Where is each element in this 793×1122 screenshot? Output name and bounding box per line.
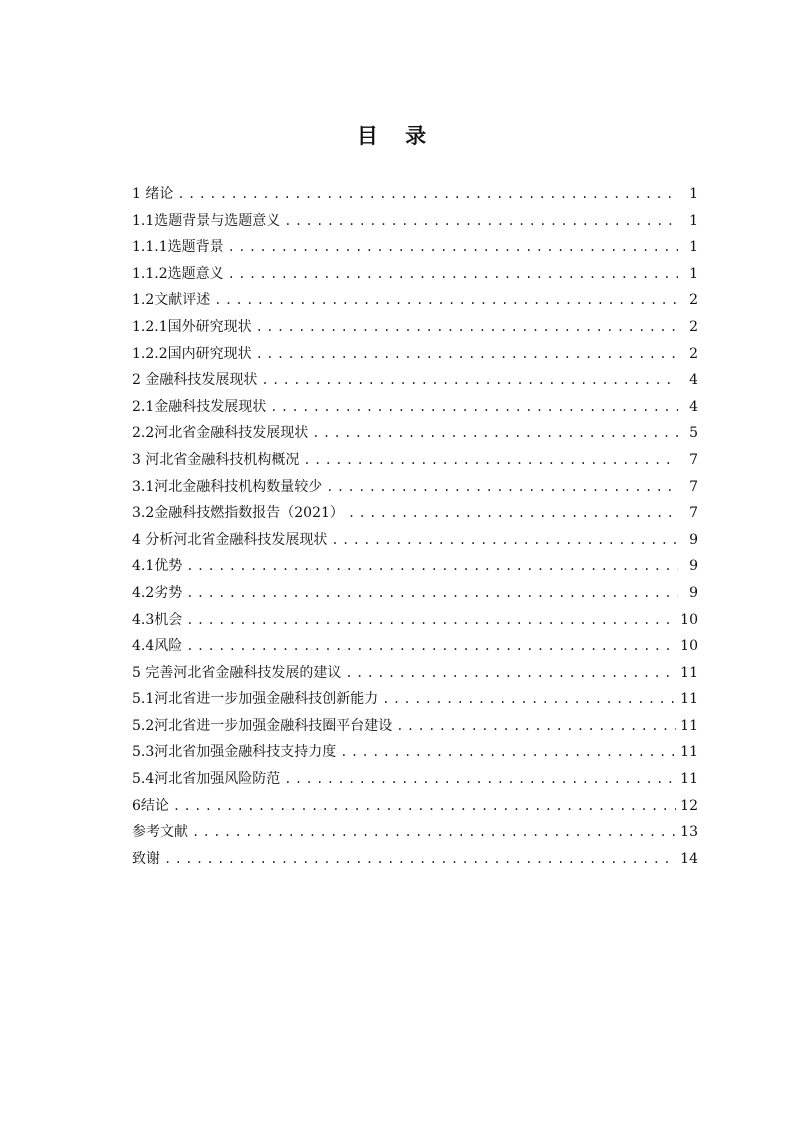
toc-entry-label: 4.4风险 — [132, 638, 183, 655]
toc-entry-label: 4.1优势 — [132, 558, 183, 575]
toc-entry-label: 4 分析河北省金融科技发展现状 — [132, 531, 328, 548]
toc-entry[interactable] — [132, 367, 698, 394]
toc-page-number: 11 — [680, 664, 698, 681]
toc-entry-label: 2 金融科技发展现状 — [132, 372, 258, 389]
toc-entry[interactable] — [132, 846, 698, 873]
toc-entry[interactable] — [132, 660, 698, 687]
toc-leader-dots — [186, 633, 676, 660]
toc-page-number: 12 — [680, 797, 698, 814]
toc-entry-label: 5.1河北省进一步加强金融科技创新能力 — [132, 691, 379, 708]
toc-entry[interactable] — [132, 181, 698, 208]
toc-entry[interactable] — [132, 314, 698, 341]
toc-page-number: 2 — [689, 292, 698, 309]
toc-page-number: 11 — [680, 691, 698, 708]
toc-entry-label: 4.3机会 — [132, 611, 183, 628]
toc-entry[interactable] — [132, 420, 698, 447]
toc-leader-dots — [173, 793, 676, 820]
toc-leader-dots — [382, 686, 676, 713]
toc-leader-dots — [270, 394, 678, 421]
toc-entry[interactable] — [132, 287, 698, 314]
toc-entry-label: 5.2河北省进一步加强金融科技圈平台建设 — [132, 717, 393, 734]
toc-leader-dots — [303, 447, 678, 474]
toc-leader-dots — [326, 474, 678, 501]
toc-entry[interactable] — [132, 261, 698, 288]
toc-entry-label: 2.1金融科技发展现状 — [132, 398, 267, 415]
toc-page-number: 11 — [680, 771, 698, 788]
toc-leader-dots — [164, 846, 676, 873]
toc-leader-dots — [214, 287, 678, 314]
toc-entry-label: 1.2.2国内研究现状 — [132, 345, 252, 362]
toc-page-number: 1 — [689, 212, 698, 229]
toc-page-number: 11 — [680, 717, 698, 734]
toc-leader-dots — [284, 208, 678, 235]
toc-entry[interactable] — [132, 766, 698, 793]
toc-leader-dots — [312, 420, 678, 447]
toc-entry-label: 3.2金融科技燃指数报告（2021） — [132, 505, 344, 522]
toc-page-number: 14 — [680, 850, 698, 867]
toc-leader-dots — [261, 367, 678, 394]
toc-entry[interactable] — [132, 500, 698, 527]
toc-entry[interactable] — [132, 474, 698, 501]
toc-entry[interactable] — [132, 713, 698, 740]
toc-entry[interactable] — [132, 527, 698, 554]
toc-entry[interactable] — [132, 208, 698, 235]
toc-leader-dots — [186, 580, 678, 607]
toc-page-number: 9 — [689, 531, 698, 548]
toc-leader-dots — [186, 553, 678, 580]
toc-entry-label: 1.1.1选题背景 — [132, 239, 224, 256]
toc-entry[interactable] — [132, 341, 698, 368]
toc-leader-dots — [284, 766, 676, 793]
toc-leader-dots — [177, 181, 678, 208]
toc-entry-label: 致谢 — [132, 850, 160, 867]
toc-page-number: 1 — [689, 239, 698, 256]
toc-page-number: 5 — [689, 425, 698, 442]
toc-leader-dots — [345, 660, 676, 687]
toc-leader-dots — [340, 739, 676, 766]
toc-page-number: 4 — [689, 398, 698, 415]
toc-page-number: 2 — [689, 318, 698, 335]
toc-entry-label: 5.4河北省加强风险防范 — [132, 771, 281, 788]
toc-entry[interactable] — [132, 633, 698, 660]
toc-page-number: 1 — [689, 265, 698, 282]
toc-entry-label: 5.3河北省加强金融科技支持力度 — [132, 744, 337, 761]
toc-page-number: 7 — [689, 451, 698, 468]
toc-entry-label: 3.1河北金融科技机构数量较少 — [132, 478, 323, 495]
toc-entry-label: 6结论 — [132, 797, 169, 814]
toc-entry-label: 3 河北省金融科技机构概况 — [132, 451, 300, 468]
toc-page-number: 9 — [689, 584, 698, 601]
toc-entry-label: 1.2.1国外研究现状 — [132, 318, 252, 335]
toc-entry[interactable] — [132, 234, 698, 261]
toc-entry-label: 1 绪论 — [132, 186, 174, 202]
toc-entry-label: 2.2河北省金融科技发展现状 — [132, 425, 309, 442]
toc-entry-label: 4.2劣势 — [132, 584, 183, 601]
toc-leader-dots — [192, 819, 676, 846]
toc-entry-label: 5 完善河北省金融科技发展的建议 — [132, 664, 342, 681]
toc-page-number: 9 — [689, 558, 698, 575]
toc-page-number: 2 — [689, 345, 698, 362]
toc-page-number: 1 — [689, 186, 698, 202]
toc-title: 目 录 — [356, 124, 437, 148]
toc-leader-dots — [396, 713, 676, 740]
toc-leader-dots — [228, 261, 678, 288]
toc-entry[interactable] — [132, 580, 698, 607]
toc-entry[interactable] — [132, 447, 698, 474]
toc-leader-dots — [256, 341, 678, 368]
toc-entry-label: 1.1.2选题意义 — [132, 265, 224, 282]
toc-list — [132, 181, 698, 872]
toc-entry[interactable] — [132, 739, 698, 766]
toc-entry[interactable] — [132, 553, 698, 580]
toc-entry-label: 参考文献 — [132, 824, 188, 841]
toc-page-number: 4 — [689, 372, 698, 389]
toc-page-number: 7 — [689, 478, 698, 495]
toc-page-number: 13 — [680, 824, 698, 841]
toc-leader-dots — [228, 234, 678, 261]
toc-entry[interactable] — [132, 394, 698, 421]
toc-entry[interactable] — [132, 686, 698, 713]
toc-leader-dots — [186, 607, 676, 634]
toc-page-number: 10 — [680, 638, 698, 655]
toc-page-number: 11 — [680, 744, 698, 761]
toc-entry-label: 1.2文献评述 — [132, 292, 211, 309]
toc-entry[interactable] — [132, 819, 698, 846]
toc-entry-label: 1.1选题背景与选题意义 — [132, 212, 281, 229]
toc-page-number: 7 — [689, 505, 698, 522]
toc-leader-dots — [256, 314, 678, 341]
toc-leader-dots — [331, 527, 678, 554]
toc-leader-dots — [348, 500, 678, 527]
toc-page-number: 10 — [680, 611, 698, 628]
toc-entry[interactable] — [132, 793, 698, 820]
toc-entry[interactable] — [132, 607, 698, 634]
